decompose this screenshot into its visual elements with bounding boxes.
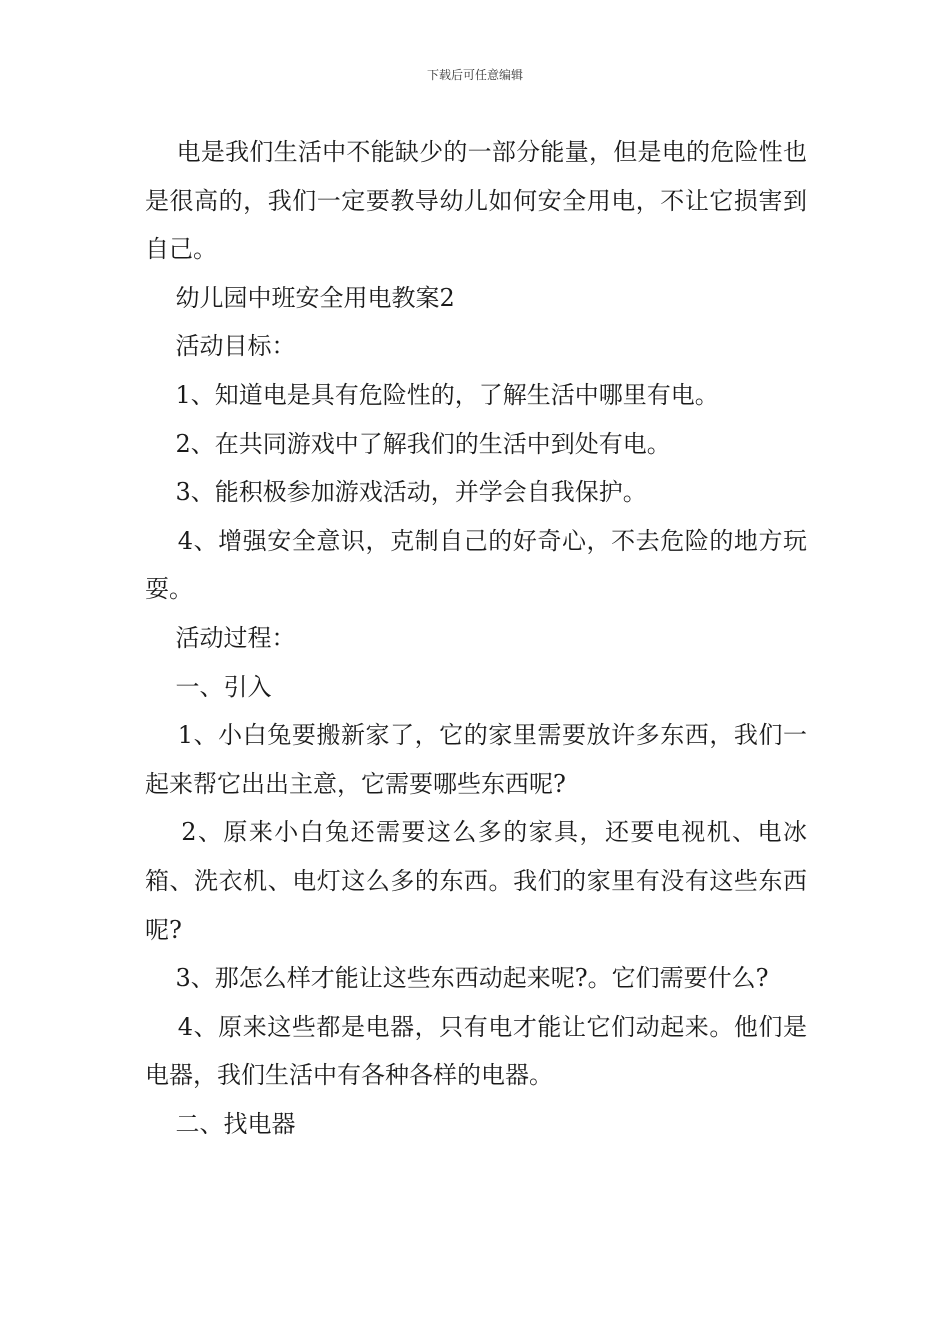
process-item: 3、那怎么样才能让这些东西动起来呢?。它们需要什么?: [145, 964, 769, 993]
goal-item: 2、在共同游戏中了解我们的生活中到处有电。: [145, 429, 671, 458]
goal-item: 4、增强安全意识，克制自己的好奇心，不去危险的地方玩耍。: [145, 526, 808, 604]
process-item: 1、小白兔要搬新家了，它的家里需要放许多东西，我们一起来帮它出出主意，它需要哪些东西呢?: [145, 721, 808, 798]
process-item: 4、原来这些都是电器，只有电才能让它们动起来。他们是电器，我们生活中有各种各样的电器。: [145, 1012, 808, 1090]
subheading-intro: 一、引入: [145, 672, 272, 701]
paragraph-intro: 电是我们生活中不能缺少的一部分能量，但是电的危险性也是很高的，我们一定要教导幼儿如何安全用电，不让它损害到自己。: [145, 138, 808, 264]
section-title: 幼儿园中班安全用电教案2: [145, 283, 455, 312]
goal-item: 1、知道电是具有危险性的，了解生活中哪里有电。: [145, 380, 719, 409]
document-body: [145, 128, 807, 1148]
heading-process: 活动过程：: [145, 623, 296, 652]
process-item: 2、原来小白兔还需要这么多的家具，还要电视机、电冰箱、洗衣机、电灯这么多的东西。我们的家里有没有这些东西呢?: [145, 818, 807, 944]
subheading-find-appliances: 二、找电器: [145, 1109, 296, 1138]
goal-item: 3、能积极参加游戏活动，并学会自我保护。: [145, 478, 647, 507]
page-header-note: 下载后可任意编辑: [426, 68, 523, 82]
heading-goals: 活动目标：: [145, 332, 296, 361]
